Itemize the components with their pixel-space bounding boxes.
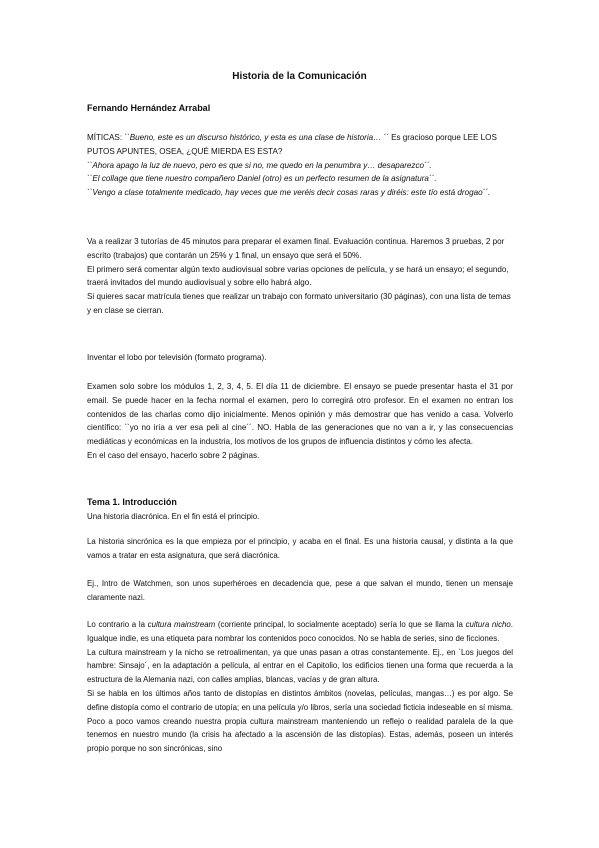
author-name: Fernando Hernández Arrabal [87, 103, 211, 113]
intro-paragraph-1: Va a realizar 3 tutorías de 45 minutos para preparar el examen final. Evaluación continua. Haremos 3 pruebas, 2 por escrito (trabajos) que contarán un 25% y 1 final, un ensayo que será el 50%. [87, 237, 505, 260]
document-title: Historia de la Comunicación [232, 71, 367, 82]
tema-section [87, 496, 513, 524]
intro-paragraph-3: Si quieres sacar matrícula tienes que realizar un trabajo con formato universitario (30 páginas), con una lista de temas y en clase se cierran. [87, 292, 511, 315]
watchmen-text: Ej., Intro de Watchmen, son unos superhéroes en decadencia que, pese a que salvan el mundo, tienen un mensaje claramente nazi. [87, 579, 513, 602]
nicho-term: cultura nicho [465, 620, 511, 629]
examen-section [87, 380, 513, 463]
miticas-section [87, 131, 513, 200]
diacronica-paragraph [87, 535, 513, 563]
distopias-paragraph: Si se habla en los últimos años tanto de distopías en distintos ámbitos (novelas, películas, mangas…) es por algo. Se define distopía como el contrario de utopía; en una película y/o libros, sería una sociedad ficticia indeseable en sí misma. Poco a poco vamos creando nuestra propia cultura mainstream manteniendo un reflejo o realidad paralela de la que tenemos en nuestro mundo (la crisis ha afectado a la ascensión de las distopías). Estas, además, poseen un interés propio porque no son sincrónicas, sino [87, 688, 513, 754]
mainstream-term: cultura mainstream [147, 620, 216, 629]
lobo-paragraph [87, 351, 513, 365]
lobo-text: Inventar el lobo por televisión (formato programa). [87, 353, 267, 362]
miticas-quote-4: ``Vengo a clase totalmente medicado, hay veces que me veréis decir cosas raras y diréis: este tío está drogao´´. [87, 188, 491, 198]
retroalimentan-paragraph: La cultura mainstream y la nicho se retroalimentan, ya que unas pasan a otras constantemente. Ej., en `Los juegos del hambre: Sinsajo´, en la adaptación a película, al entrar en el Capitolio, los edificios tienen una forma que recuerda a la estructura de la Alemania nazi, con calles amplias, blancas, vacías y de gran altura. [87, 647, 513, 685]
mainstream-section [87, 618, 513, 756]
examen-paragraph: Examen solo sobre los módulos 1, 2, 3, 4, 5. El día 11 de diciembre. El ensayo se puede presentar hasta el 31 por email. Se puede hacer en la fecha normal el examen, pero lo corregirá otro profesor. En el examen no entran los contenidos de las charlas como dijo inicialmente. Menos opinión y más demostrar que has venido a casa. Volverlo científico: ``yo no iría a ver esa peli al cine´´. NO. Habla de las generaciones que no van a ir, y las consecuencias mediáticas y económicas en la industria, los motivos de los grupos de influencia distintos y cómo les afecta. [87, 382, 513, 447]
miticas-quote-3: ``El collage que tiene nuestro compañero Daniel (otro) es un perfecto resumen de la asignatura´´. [87, 174, 437, 184]
intro-section [87, 235, 513, 318]
intro-paragraph-2: El primero será comentar algún texto audiovisual sobre varias opciones de película, y se hará un ensayo; el segundo, traerá invitados del mundo audiovisual y sobre ello habrá algo. [87, 264, 509, 288]
mainstream-paragraph [87, 618, 513, 646]
mainstream-text-a: Lo contrario a la [87, 620, 148, 629]
mainstream-text-e: . Igualque indie, es una etiqueta para nombrar los contenidos poco conocidos. No se habla de series, sino de ficciones. [87, 620, 513, 643]
miticas-comment: Es gracioso porque LEE LOS PUTOS APUNTES, OSEA, ¿QUÉ MIERDA ES ESTA? [87, 133, 497, 156]
ensayo-paragraph: En el caso del ensayo, hacerlo sobre 2 páginas. [87, 450, 260, 460]
section-subtitle: Una historia diacrónica. En el fin está el principio. [87, 511, 260, 521]
miticas-label: MÍTICAS: [87, 133, 123, 142]
miticas-line [87, 131, 513, 159]
section-heading: Tema 1. Introducción [87, 497, 177, 507]
watchmen-paragraph [87, 577, 513, 605]
mainstream-text-c: (corriente principal, lo socialmente aceptado) sería lo que se llama la [215, 620, 466, 629]
miticas-quote-1: ``Bueno, este es un discurso histórico, y esta es una clase de historia… ´´ [124, 133, 389, 142]
diacronica-text: La historia sincrónica es la que empieza por el principio, y acaba en el final. Es una historia causal, y distinta a la que vamos a tratar en esta asignatura, que será diacrónica. [87, 537, 513, 560]
miticas-quote-2: ``Ahora apago la luz de nuevo, pero es que si no, me quedo en la penumbra y… desaparezco´´. [87, 160, 432, 170]
